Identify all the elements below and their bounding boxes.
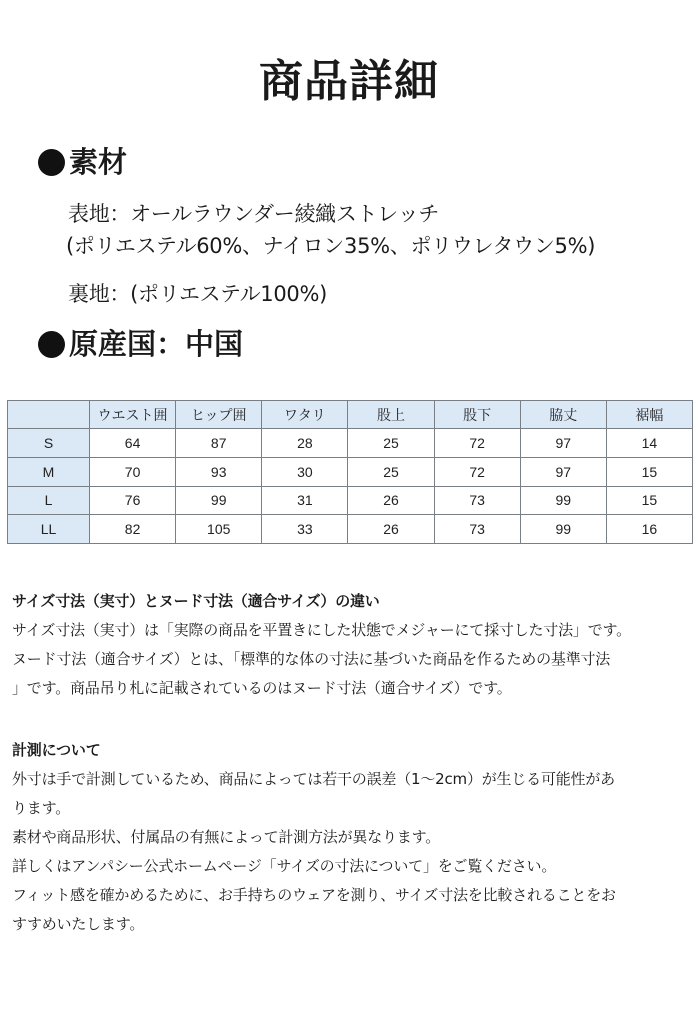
table-cell: 97	[520, 457, 606, 486]
table-row	[8, 486, 693, 515]
table-cell: 25	[348, 457, 434, 486]
header-waist: ウエスト囲	[90, 401, 176, 429]
size-label: M	[8, 457, 90, 486]
material-lining: 裏地：(ポリエステル100%)	[68, 282, 328, 306]
table-cell: 33	[262, 515, 348, 544]
bullet-dot-icon	[38, 149, 65, 176]
size-table	[7, 400, 693, 544]
header-inseam: 股下	[434, 401, 520, 429]
size-label: L	[8, 486, 90, 515]
table-cell: 72	[434, 457, 520, 486]
table-cell: 16	[606, 515, 692, 544]
table-cell: 87	[176, 429, 262, 458]
table-cell: 30	[262, 457, 348, 486]
size-note-heading: サイズ寸法（実寸）とヌード寸法（適合サイズ）の違い	[12, 592, 380, 610]
table-cell: 26	[348, 486, 434, 515]
table-cell: 73	[434, 486, 520, 515]
table-cell: 105	[176, 515, 262, 544]
measure-note-line: ります。	[12, 799, 71, 817]
table-row	[8, 457, 693, 486]
bullet-dot-icon	[38, 331, 65, 358]
header-cell-blank	[8, 401, 90, 429]
material-outer-composition: (ポリエステル60%、ナイロン35%、ポリウレタウン5%)	[66, 234, 596, 258]
table-cell: 99	[176, 486, 262, 515]
table-cell: 28	[262, 429, 348, 458]
table-cell: 26	[348, 515, 434, 544]
measure-note-line: 外寸は手で計測しているため、商品によっては若干の誤差（1〜2cm）が生じる可能性があ	[12, 770, 615, 788]
header-thigh: ワタリ	[262, 401, 348, 429]
table-cell: 25	[348, 429, 434, 458]
table-cell: 73	[434, 515, 520, 544]
table-cell: 93	[176, 457, 262, 486]
measure-note	[12, 736, 692, 939]
table-cell: 14	[606, 429, 692, 458]
table-cell: 15	[606, 457, 692, 486]
measure-note-heading: 計測について	[12, 741, 101, 759]
material-outer-fabric: 表地：オールラウンダー綾織ストレッチ	[68, 202, 440, 226]
page-title: 商品詳細	[259, 56, 439, 107]
header-outseam: 脇丈	[520, 401, 606, 429]
size-label: S	[8, 429, 90, 458]
size-note-line: 」です。商品吊り札に記載されているのはヌード寸法（適合サイズ）です。	[12, 679, 512, 697]
table-cell: 70	[90, 457, 176, 486]
size-note-line: ヌード寸法（適合サイズ）とは、「標準的な体の寸法に基づいた商品を作るための基準寸法	[12, 650, 611, 668]
origin-heading-label: 原産国：中国	[69, 327, 244, 361]
size-label: LL	[8, 515, 90, 544]
measure-note-line: フィット感を確かめるために、お手持ちのウェアを測り、サイズ寸法を比較されることをお	[12, 886, 616, 904]
table-row	[8, 515, 693, 544]
origin-heading	[38, 324, 243, 364]
table-cell: 31	[262, 486, 348, 515]
table-cell: 72	[434, 429, 520, 458]
table-cell: 76	[90, 486, 176, 515]
table-cell: 82	[90, 515, 176, 544]
table-cell: 64	[90, 429, 176, 458]
size-note	[12, 587, 692, 703]
material-heading-label: 素材	[69, 145, 128, 179]
header-hem-width: 裾幅	[606, 401, 692, 429]
table-cell: 99	[520, 486, 606, 515]
header-rise: 股上	[348, 401, 434, 429]
header-hip: ヒップ囲	[176, 401, 262, 429]
size-note-line: サイズ寸法（実寸）は「実際の商品を平置きにした状態でメジャーにて採寸した寸法」です。	[12, 621, 631, 639]
table-row	[8, 429, 693, 458]
table-cell: 97	[520, 429, 606, 458]
table-cell: 15	[606, 486, 692, 515]
measure-note-line: 素材や商品形状、付属品の有無によって計測方法が異なります。	[12, 828, 441, 846]
table-cell: 99	[520, 515, 606, 544]
measure-note-line: 詳しくはアンパシー公式ホームページ「サイズの寸法について」をご覧ください。	[12, 857, 557, 875]
measure-note-line: すすめいたします。	[12, 915, 145, 933]
material-heading	[38, 142, 127, 182]
size-table-header-row	[8, 401, 693, 429]
